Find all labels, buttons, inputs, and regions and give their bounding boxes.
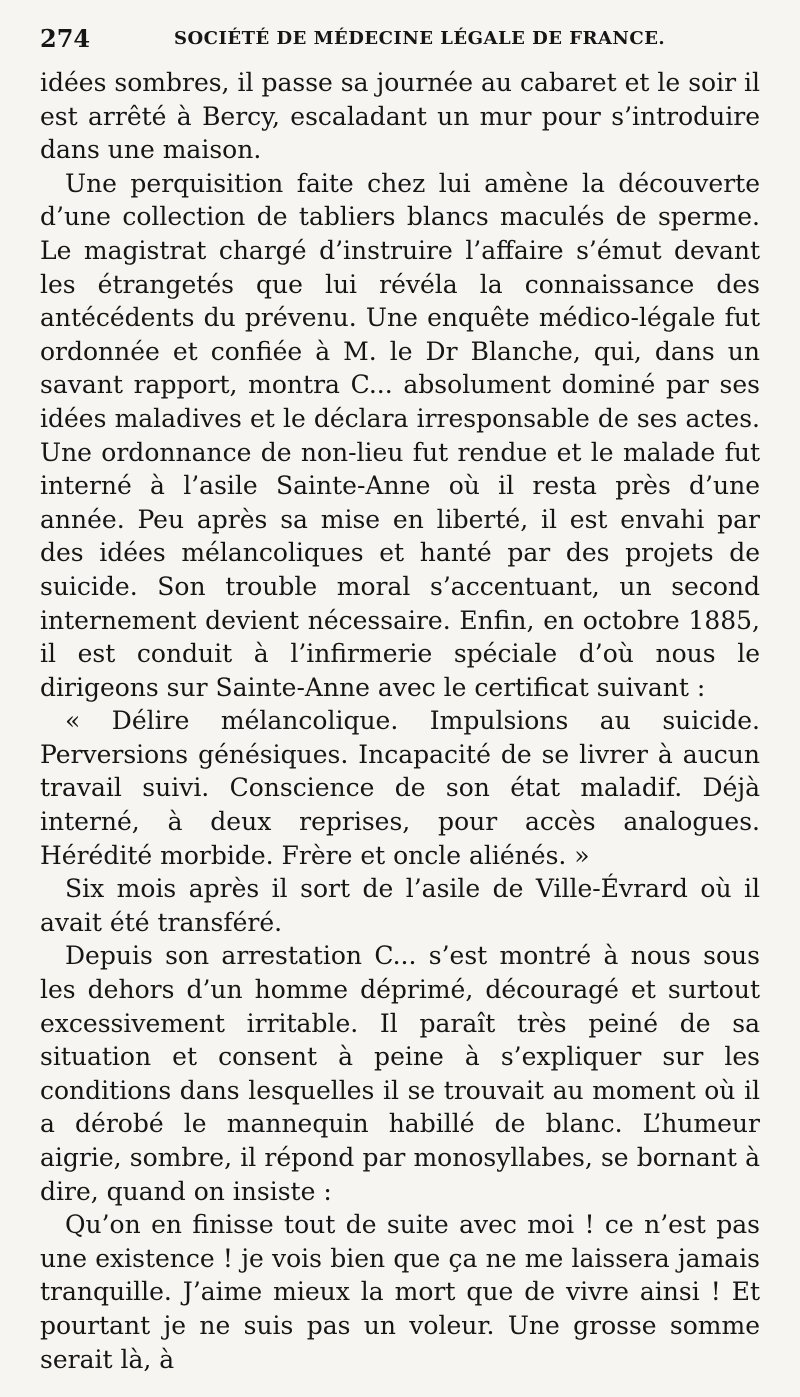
paragraph-release: Six mois après il sort de l’asile de Ville-Évrard où il avait été transféré.: [40, 874, 760, 937]
body-text: [40, 66, 760, 1376]
running-head: [40, 18, 760, 66]
running-title: SOCIÉTÉ DE MÉDECINE LÉGALE DE FRANCE.: [174, 28, 666, 49]
paragraph-certificate: « Délire mélancolique. Impulsions au suicide. Perversions génésiques. Incapacité de se livrer à aucun travail suivi. Conscience de son état maladif. Déjà interné, à deux reprises, pour accès analogues. Hérédité morbide. Frère et oncle aliénés. »: [40, 706, 760, 870]
page-number: 274: [40, 24, 91, 53]
paragraph-continuation: idées sombres, il passe sa journée au cabaret et le soir il est arrêté à Bercy, escaladant un mur pour s’introduire dans une maison.: [40, 68, 760, 165]
paragraph-arrest: Depuis son arrestation C... s’est montré à nous sous les dehors d’un homme déprimé, découragé et surtout excessivement irritable. Il paraît très peiné de sa situation et consent à peine à s’expliquer sur les conditions dans lesquelles il se trouvait au moment où il a dérobé le mannequin habillé de blanc. L’humeur aigrie, sombre, il répond par monosyllabes, se bornant à dire, quand on insiste :: [40, 941, 760, 1206]
paragraph-perquisition: Une perquisition faite chez lui amène la découverte d’une collection de tabliers blancs maculés de sperme. Le magistrat chargé d’instruire l’affaire s’émut devant les étrangetés que lui révéla la connaissance des antécédents du prévenu. Une enquête médico-légale fut ordonnée et confiée à M. le Dr Blanche, qui, dans un savant rapport, montra C... absolument dominé par ses idées maladives et le déclara irresponsable de ses actes. Une ordonnance de non-lieu fut rendue et le malade fut interné à l’asile Sainte-Anne où il resta près d’une année. Peu après sa mise en liberté, il est envahi par des idées mélancoliques et hanté par des projets de suicide. Son trouble moral s’accentuant, un second internement devient nécessaire. Enfin, en octobre 1885, il est conduit à l’infirmerie spéciale d’où nous le dirigeons sur Sainte-Anne avec le certificat suivant :: [40, 168, 760, 702]
paragraph-quote: Qu’on en finisse tout de suite avec moi ! ce n’est pas une existence ! je vois bien que ça ne me laissera jamais tranquille. J’aime mieux la mort que de vivre ainsi ! Et pourtant je ne suis pas un voleur. Une grosse somme serait là, à: [40, 1210, 760, 1374]
